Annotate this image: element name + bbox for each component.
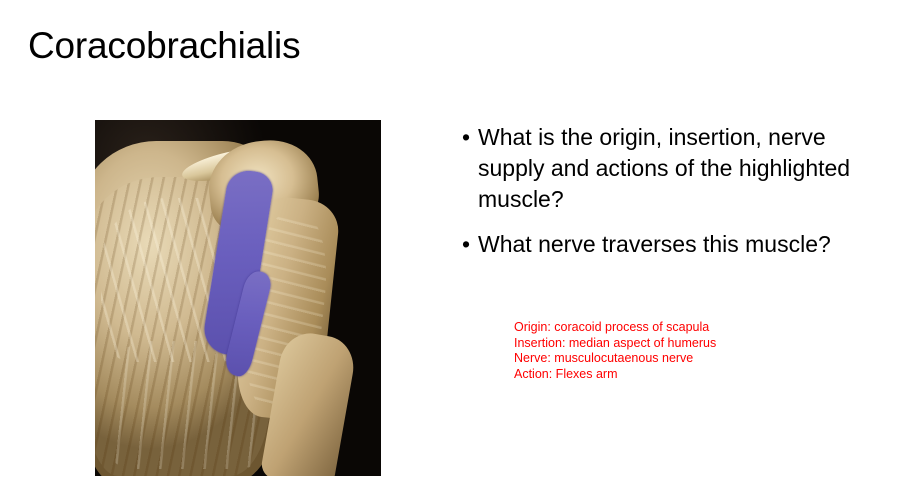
bullet-point-icon: • (462, 231, 471, 257)
question-text: What is the origin, insertion, nerve supply and actions of the highlighted muscle? (478, 124, 851, 212)
answer-origin: Origin: coracoid process of scapula (514, 320, 710, 334)
answer-action: Action: Flexes arm (514, 366, 618, 381)
page-title: Coracobrachialis (28, 25, 301, 66)
question-text: What nerve traverses this muscle? (478, 231, 831, 257)
answer-nerve: Nerve: musculocutaenous nerve (514, 351, 694, 365)
answer-key-text (514, 320, 854, 382)
answer-insertion: Insertion: median aspect of humerus (514, 335, 717, 350)
question-bullet-list (462, 122, 882, 274)
anatomy-figure (95, 120, 381, 476)
list-item (462, 229, 882, 260)
bullet-point-icon: • (462, 124, 471, 150)
cadaver-dissection-photo (95, 120, 381, 476)
list-item (462, 122, 882, 215)
